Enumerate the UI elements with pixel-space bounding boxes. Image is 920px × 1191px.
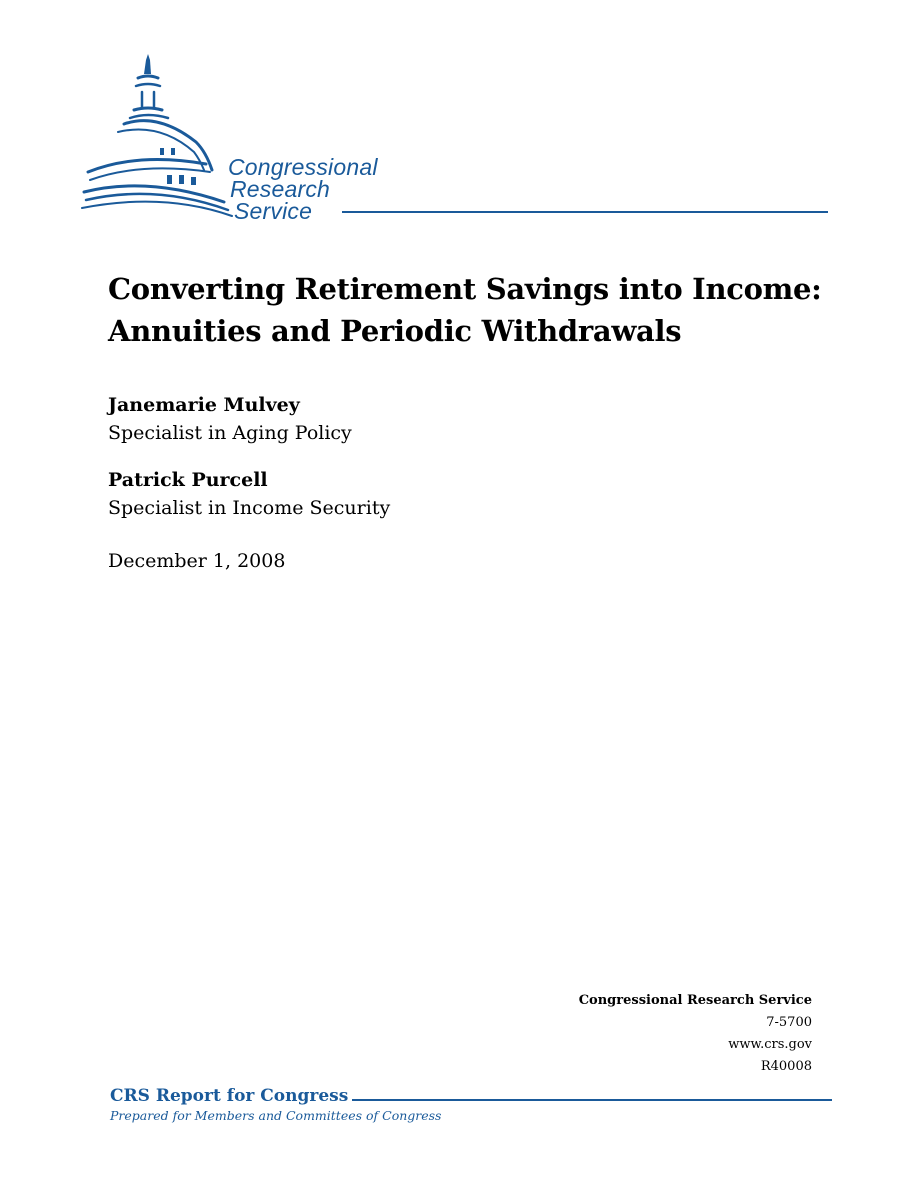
author-role: Specialist in Income Security <box>108 497 391 519</box>
logo-word-research: Research <box>230 176 331 202</box>
report-title-line-2: Annuities and Periodic Withdrawals <box>108 314 682 348</box>
report-title <box>108 268 828 352</box>
footer-label: CRS Report for Congress <box>110 1086 352 1106</box>
author-name: Patrick Purcell <box>108 469 268 491</box>
crs-report-number: R40008 <box>760 1059 812 1074</box>
crs-phone: 7-5700 <box>766 1015 812 1030</box>
report-footer <box>110 1086 832 1123</box>
capitol-dome-icon <box>78 52 238 222</box>
report-date: December 1, 2008 <box>108 550 286 572</box>
author-2 <box>108 466 708 522</box>
crs-logo <box>78 52 830 224</box>
crs-org-name: Congressional Research Service <box>578 993 812 1008</box>
crs-website: www.crs.gov <box>728 1037 812 1052</box>
author-1 <box>108 391 708 447</box>
logo-rule <box>342 211 828 213</box>
report-title-line-1: Converting Retirement Savings into Income: <box>108 272 822 306</box>
logo-word-service: Service <box>234 198 313 224</box>
crs-info-block <box>579 990 812 1078</box>
author-name: Janemarie Mulvey <box>108 394 300 416</box>
author-role: Specialist in Aging Policy <box>108 422 352 444</box>
footer-subtitle: Prepared for Members and Committees of Congress <box>110 1108 442 1123</box>
logo-word-congressional: Congressional <box>228 154 378 180</box>
